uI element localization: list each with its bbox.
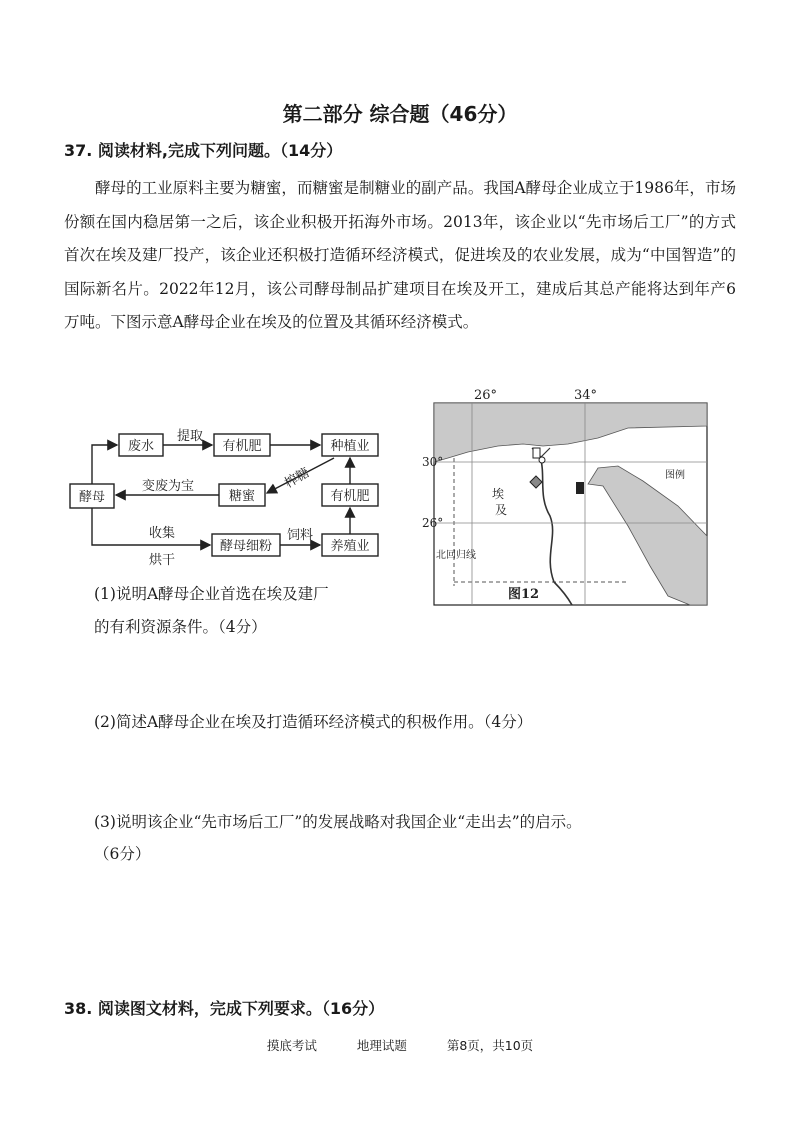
sugar-factory-icon — [576, 482, 584, 494]
breeding-label: 养殖业 — [330, 539, 370, 554]
question-38-title: 38. 阅读图文材料，完成下列要求。（16分） — [64, 999, 385, 1018]
legend-title: 图例 — [665, 470, 685, 481]
sugar-press-label: 榨糖 — [282, 465, 313, 492]
footer-page: 第8页，共10页 — [446, 1038, 534, 1053]
circular-economy-diagram — [64, 420, 394, 570]
question-37-material: 酵母的工业原料主要为糖蜜，而糖蜜是制糖业的副产品。我国A酵母企业成立于1986年，市场份额在国内稳居第一之后，该企业积极开拓海外市场。2013年，该企业以“先市场后工厂”的方式首次在埃及建厂投产，该企业还积极打造循环经济模式，促进埃及的农业发展，成为“中国智造”的国际新名片。2022年12月，该公司酵母制品扩建项目在埃及开工，建成后其总产能将达到年产6万吨。下图示意A酵母企业在埃及的位置及其循环经济模式。 — [64, 179, 736, 332]
question-37-sub3-line1: (3)说明该企业“先市场后工厂”的发展战略对我国企业“走出去”的启示。 — [94, 813, 582, 831]
egypt-location-map — [422, 386, 718, 608]
large-sugar-factory-icon — [533, 448, 540, 458]
question-37-sub3-line2: （6分） — [94, 845, 151, 863]
footer-exam: 摸底考试 — [266, 1038, 317, 1053]
yeast-label: 酵母 — [78, 490, 106, 505]
lat-26-label: 26° — [422, 516, 444, 530]
molasses-label: 糖蜜 — [228, 489, 256, 504]
question-37-title: 37. 阅读材料,完成下列问题。（14分） — [64, 141, 343, 160]
extract-label: 提取 — [176, 429, 204, 444]
turn-waste-label: 变废为宝 — [141, 479, 195, 494]
question-37-sub1-line2: 的有利资源条件。（4分） — [94, 618, 267, 636]
question-37-sub1-line1: (1)说明A酵母企业首选在埃及建厂 — [94, 585, 329, 603]
dry-label: 烘干 — [148, 553, 176, 568]
waste-water-label: 废水 — [127, 439, 155, 454]
organic-fert-label-1: 有机肥 — [222, 439, 262, 454]
footer-subject: 地理试题 — [356, 1038, 407, 1053]
figure-label: 图12 — [508, 587, 540, 602]
page-footer — [0, 1036, 800, 1054]
egypt-label-2: 及 — [495, 503, 508, 517]
organic-fert-label-2: 有机肥 — [330, 489, 370, 504]
planting-label: 种植业 — [330, 439, 370, 454]
city-marker — [539, 457, 545, 463]
feed-label: 饲料 — [286, 528, 314, 543]
yeast-powder-label: 酵母细粉 — [219, 539, 273, 554]
lat-30-label: 30° — [422, 455, 444, 469]
section-title: 第二部分 综合题（46分） — [282, 102, 518, 126]
lon-34-label: 34° — [574, 388, 598, 403]
lon-26-label: 26° — [474, 388, 498, 403]
collect-label: 收集 — [148, 526, 176, 541]
egypt-label-1: 埃 — [492, 487, 505, 501]
tropic-label: 北回归线 — [436, 550, 476, 561]
question-37-sub2: (2)简述A酵母企业在埃及打造循环经济模式的积极作用。（4分） — [94, 713, 533, 731]
